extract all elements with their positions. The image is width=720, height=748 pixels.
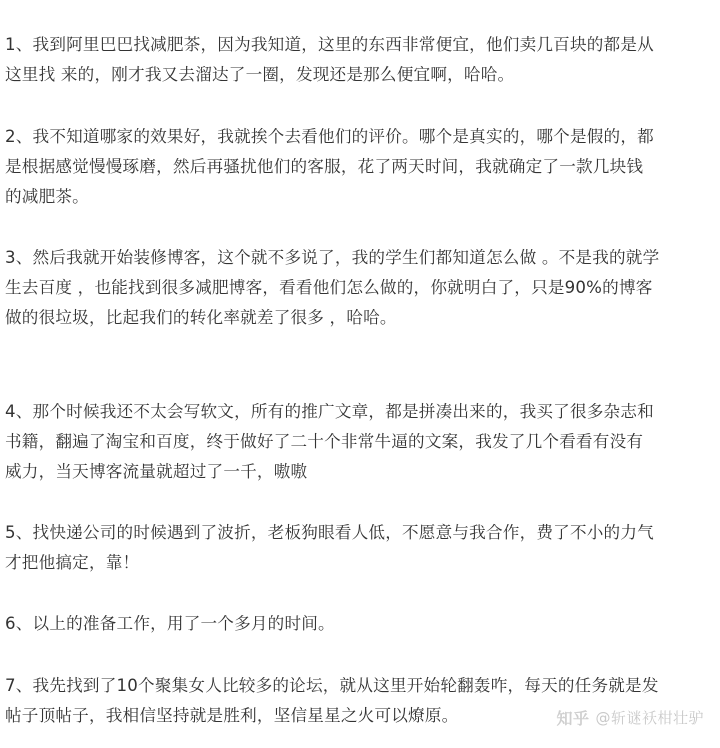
paragraph-line: 5、找快递公司的时候遇到了波折，老板狗眼看人低，不愿意与我合作，费了不小的力气 [5, 523, 654, 542]
paragraph-line: 是根据感觉慢慢琢磨，然后再骚扰他们的客服，花了两天时间，我就确定了一款几块钱 [5, 157, 644, 176]
paragraph-5 [5, 518, 713, 578]
paragraph-line: 书籍，翻遍了淘宝和百度，终于做好了二十个非常牛逼的文案，我发了几个看看有没有 [5, 432, 644, 451]
paragraph-6 [5, 609, 713, 639]
paragraph-line: 4、那个时候我还不太会写软文，所有的推广文章，都是拼凑出来的，我买了很多杂志和 [5, 402, 654, 421]
paragraph-2 [5, 122, 713, 212]
watermark-brand: 知乎 [556, 709, 590, 728]
paragraph-line: 生去百度 ，也能找到很多减肥博客，看看他们怎么做的，你就明白了，只是90%的博客 [5, 278, 653, 297]
paragraph-line: 3、然后我就开始装修博客，这个就不多说了，我的学生们都知道怎么做 。不是我的就学 [5, 248, 660, 267]
paragraph-line: 1、我到阿里巴巴找减肥茶，因为我知道，这里的东西非常便宜，他们卖几百块的都是从 [5, 35, 654, 54]
paragraph-line: 才把他搞定，靠！ [5, 553, 140, 572]
paragraph-line: 这里找 来的，刚才我又去溜达了一圈，发现还是那么便宜啊，哈哈。 [5, 65, 515, 84]
paragraph-line: 6、以上的准备工作，用了一个多月的时间。 [5, 614, 335, 633]
paragraph-line: 7、我先找到了10个聚集女人比较多的论坛，就从这里开始轮翻轰咋，每天的任务就是发 [5, 676, 659, 695]
paragraph-line: 2、我不知道哪家的效果好，我就挨个去看他们的评价。哪个是真实的，哪个是假的，都 [5, 127, 654, 146]
paragraph-line: 威力，当天博客流量就超过了一千，嗷嗷 [5, 462, 308, 481]
paragraph-1 [5, 30, 713, 90]
paragraph-line: 的减肥茶。 [5, 187, 89, 206]
watermark-author: @斩谜袄柑壮驴 [595, 709, 704, 727]
paragraph-line: 做的很垃圾，比起我们的转化率就差了很多 ，哈哈。 [5, 308, 397, 327]
paragraph-3 [5, 243, 713, 333]
article-body [5, 30, 713, 731]
paragraph-line: 帖子顶帖子，我相信坚持就是胜利，坚信星星之火可以燎原。 [5, 706, 459, 725]
paragraph-4 [5, 397, 713, 487]
zhihu-watermark [556, 706, 704, 729]
